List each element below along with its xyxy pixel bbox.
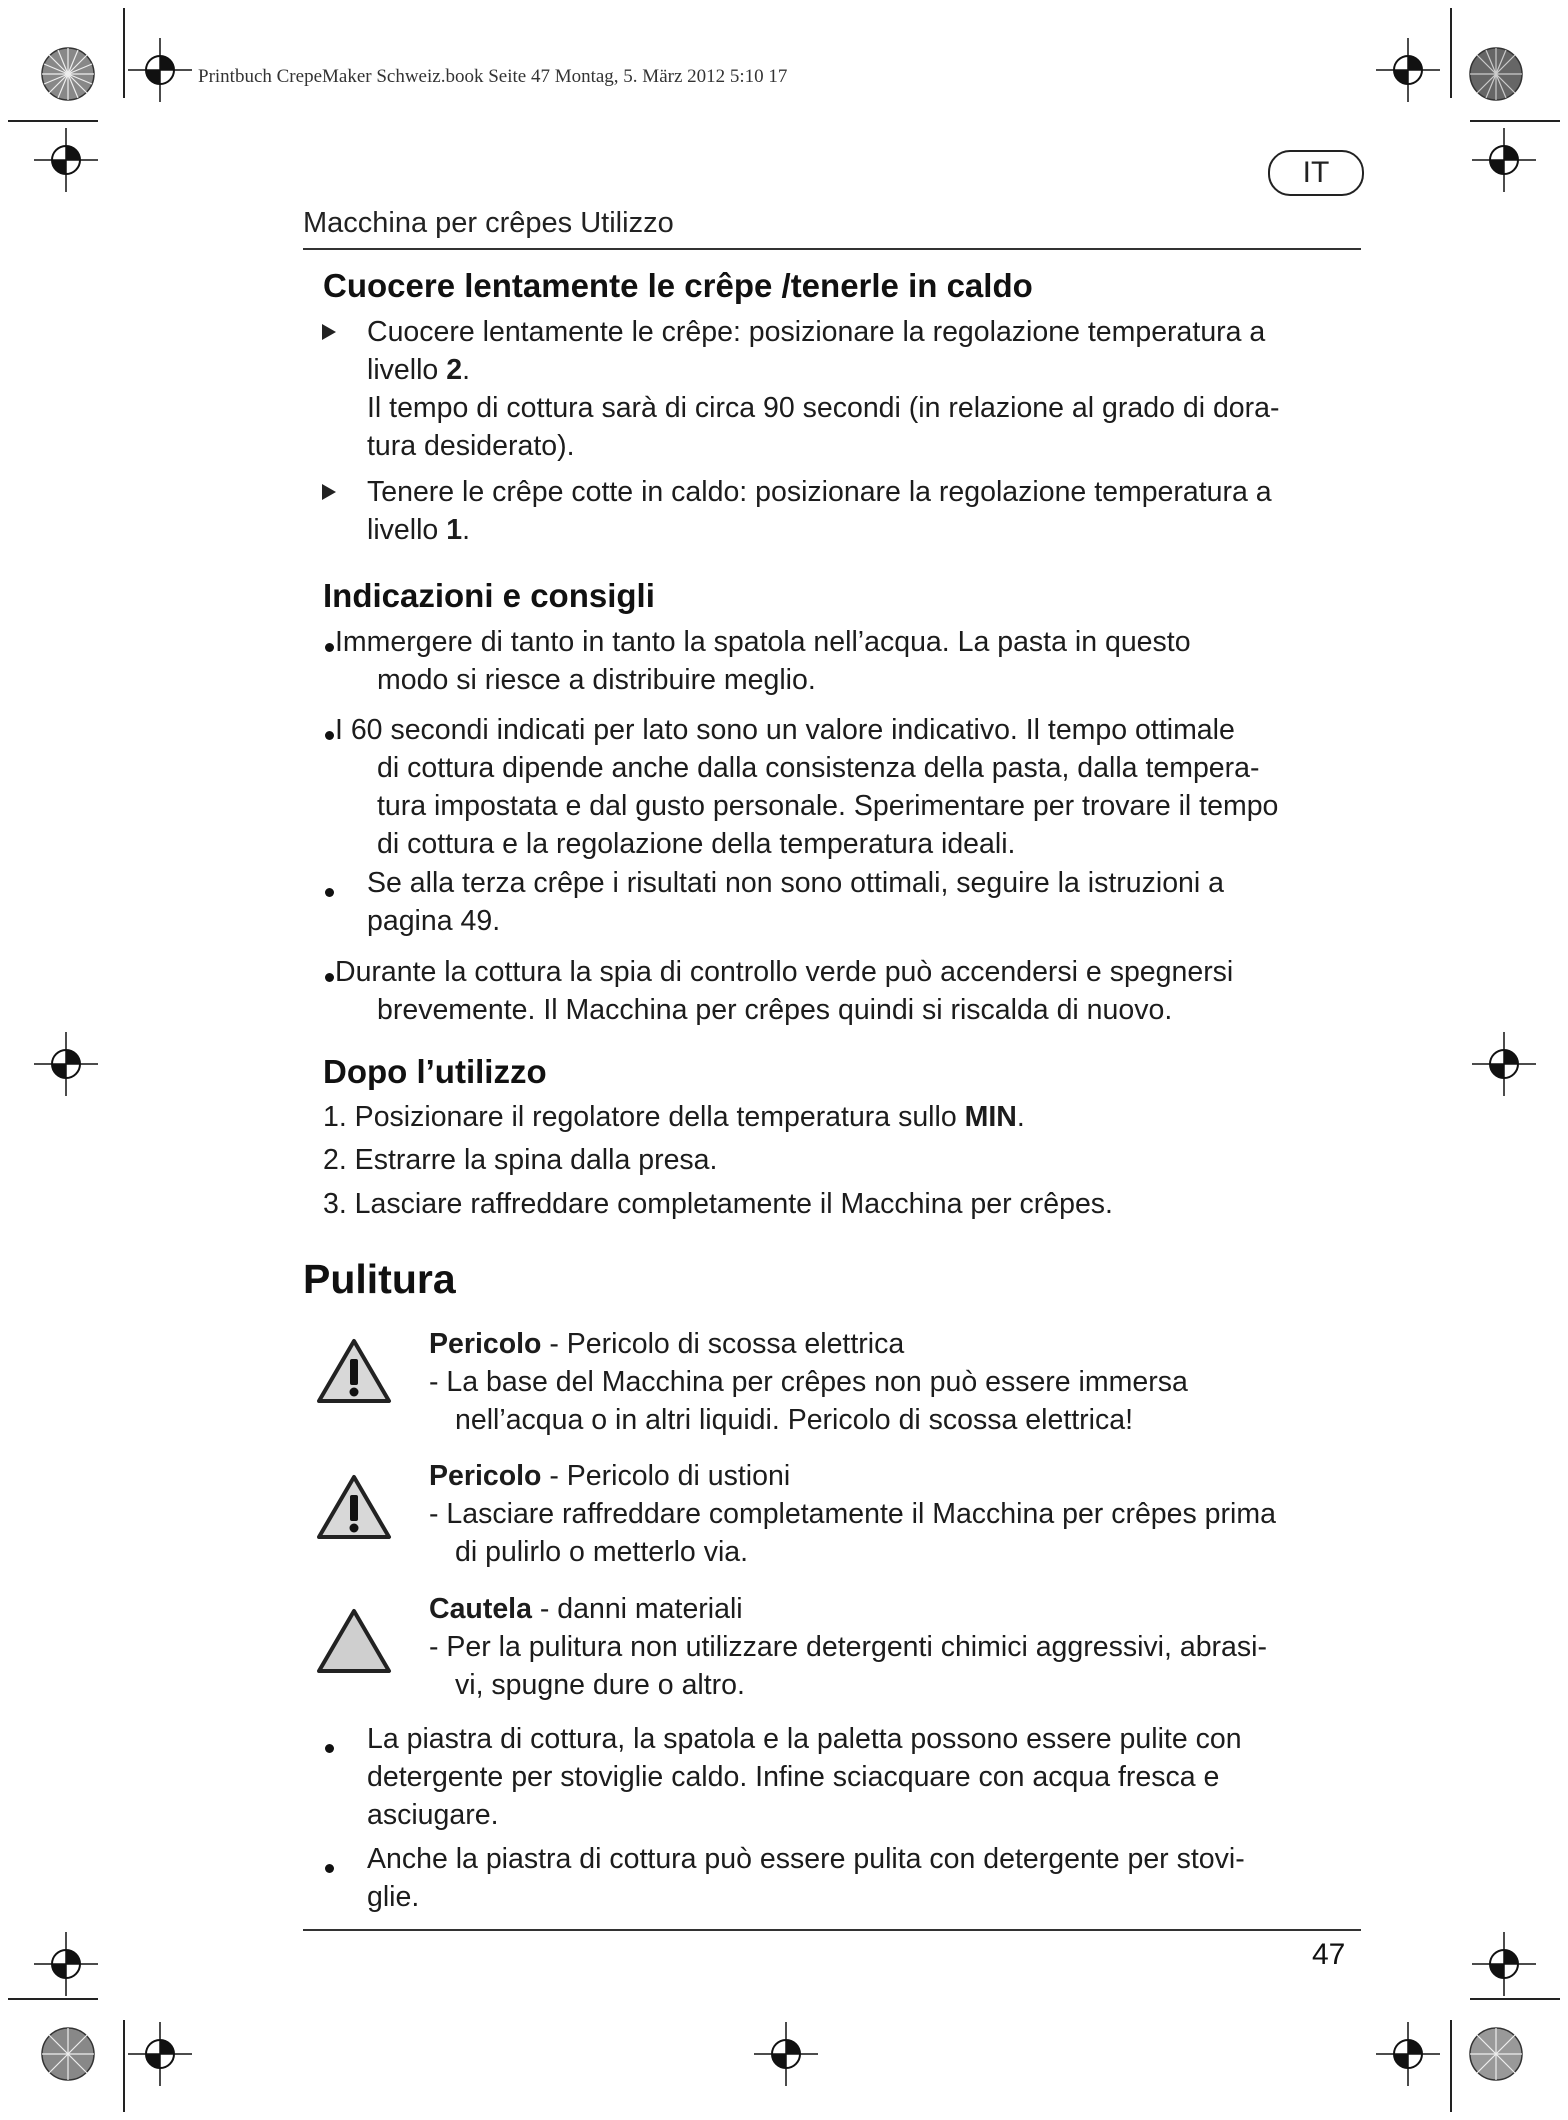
crop-line [8,120,98,122]
warning-burns: Pericolo - Pericolo di ustioni - Lasciare raffreddare completamente il Macchina per crêpes prima di pulirlo o metterlo via. [429,1460,1276,1568]
bullet-dot [325,643,334,652]
section-title-after-use: Dopo l’utilizzo [323,1053,547,1090]
registration-mark-icon [34,1032,98,1096]
after-use-step-1: 1. Posizionare il regolatore della temperatura sullo MIN. [323,1101,1025,1133]
crop-line [123,8,125,98]
arrow-bullet-icon [322,484,336,500]
registration-mark-icon [128,2022,192,2086]
registration-mark-icon [1472,128,1536,192]
bullet-dot [325,731,334,740]
language-badge: IT [1268,150,1364,196]
bullet-dot [325,888,334,897]
registration-mark-icon [1376,2022,1440,2086]
color-rosette-icon [1468,46,1524,102]
color-rosette-icon [40,46,96,102]
crop-line [123,2020,125,2112]
crop-line [1470,1998,1560,2000]
header-rule [303,248,1361,250]
warning-burn-icon [316,1473,392,1541]
warning-electric-shock: Pericolo - Pericolo di scossa elettrica - La base del Macchina per crêpes non può essere immersa nell’acqua o in altri liquidi. Pericolo di scossa elettrica! [429,1328,1188,1436]
crop-line [1450,2020,1452,2112]
page-number: 47 [1312,1938,1346,1971]
registration-mark-icon [34,1932,98,1996]
registration-mark-icon [754,2022,818,2086]
warning-electric-icon [316,1337,392,1405]
registration-mark-icon [1472,1932,1536,1996]
registration-mark-icon [1376,38,1440,102]
registration-mark-icon [1472,1032,1536,1096]
crop-line [8,1998,98,2000]
caution-triangle-icon [316,1607,392,1675]
tip-item: Se alla terza crêpe i risultati non sono ottimali, seguire la istruzioni a pagina 49. [367,867,1225,937]
caution-material-damage: Cautela - danni materiali - Per la pulitura non utilizzare detergenti chimici aggressivi, abrasi- vi, spugne dure o altro. [429,1593,1267,1701]
bullet-dot [325,1864,334,1873]
cleaning-item: La piastra di cottura, la spatola e la paletta possono essere pulite con detergente per stoviglie caldo. Infine sciacquare con acqua fresca e asciugare. [367,1723,1242,1831]
tip-item: Immergere di tanto in tanto la spatola nell’acqua. La pasta in questo modo si riesce a distribuire meglio. [335,626,1191,696]
tip-item: I 60 secondi indicati per lato sono un valore indicativo. Il tempo ottimale di cottura dipende anche dalla consistenza della pasta, dalla tempera- tura impostata e dal gusto personale. Sperimentare per trovare il tempo di cottura e la regolazione della temperatura ideali. [335,714,1279,860]
tip-item: Durante la cottura la spia di controllo verde può accendersi e spegnersi brevemente. Il Macchina per crêpes quindi si riscalda di nuovo. [335,956,1234,1026]
color-rosette-icon [1468,2026,1524,2082]
registration-mark-icon [128,38,192,102]
section-title-tips: Indicazioni e consigli [323,577,655,614]
section-title-slow-cook: Cuocere lentamente le crêpe /tenerle in caldo [323,267,1033,304]
crop-line [1450,8,1452,98]
arrow-bullet-icon [322,324,336,340]
cleaning-item: Anche la piastra di cottura può essere pulita con detergente per stovi- glie. [367,1843,1245,1913]
running-header: Macchina per crêpes Utilizzo [303,207,674,239]
color-rosette-icon [40,2026,96,2082]
bullet-dot [325,1744,334,1753]
section-title-cleaning: Pulitura [303,1256,456,1302]
registration-mark-icon [34,128,98,192]
footer-rule [303,1929,1361,1931]
print-header: Printbuch CrepeMaker Schweiz.book Seite 47 Montag, 5. März 2012 5:10 17 [198,66,788,87]
slow-cook-step-1: Cuocere lentamente le crêpe: posizionare la regolazione temperatura a livello 2. Il tempo di cottura sarà di circa 90 secondi (in relazione al grado di dora- tura desiderato). [367,316,1280,462]
bullet-dot [325,973,334,982]
after-use-step-3: 3. Lasciare raffreddare completamente il Macchina per crêpes. [323,1188,1113,1220]
slow-cook-step-2: Tenere le crêpe cotte in caldo: posizionare la regolazione temperatura a livello 1. [367,476,1272,546]
crop-line [1470,120,1560,122]
after-use-step-2: 2. Estrarre la spina dalla presa. [323,1144,718,1176]
